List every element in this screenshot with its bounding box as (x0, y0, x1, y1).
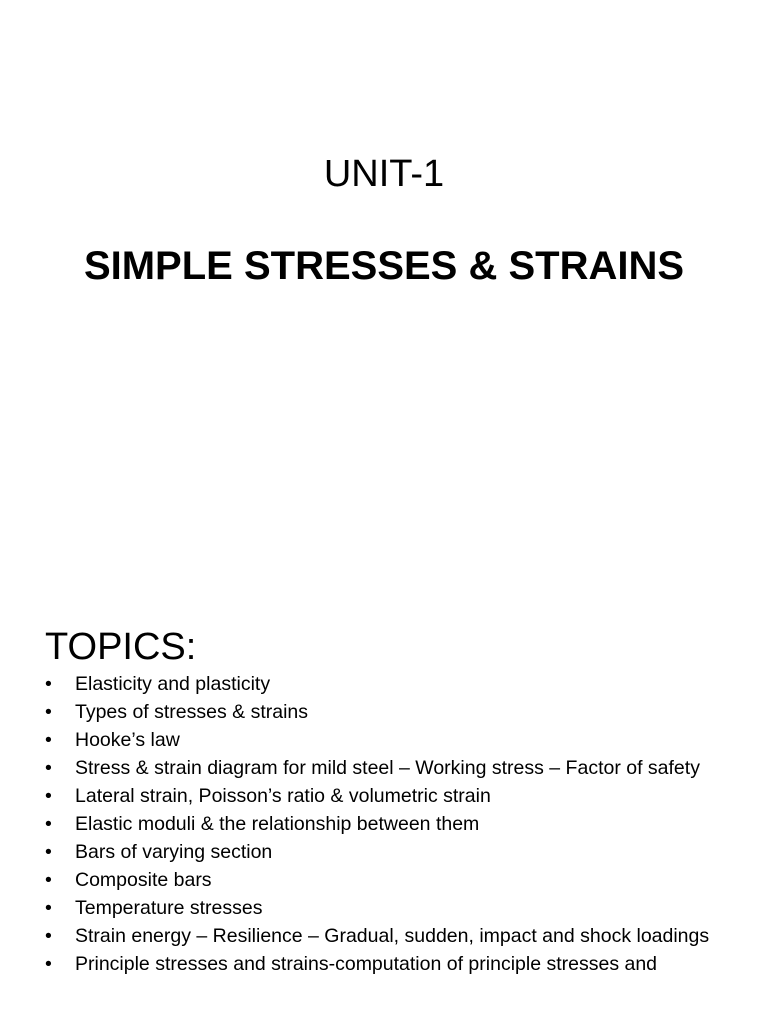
topics-list (45, 673, 735, 981)
list-item (45, 757, 735, 779)
list-item (45, 953, 735, 975)
topic-label: Hooke’s law (75, 729, 180, 751)
bullet-icon: • (45, 925, 52, 947)
topic-label: Lateral strain, Poisson’s ratio & volumetric strain (75, 785, 491, 807)
bullet-icon: • (45, 701, 52, 723)
list-item (45, 701, 735, 723)
bullet-icon: • (45, 813, 52, 835)
topic-label: Bars of varying section (75, 841, 273, 863)
list-item (45, 673, 735, 695)
topic-label: Elastic moduli & the relationship between them (75, 813, 480, 835)
list-item (45, 785, 735, 807)
bullet-icon: • (45, 729, 52, 751)
topic-label: Types of stresses & strains (75, 701, 309, 723)
bullet-icon: • (45, 757, 52, 779)
topics-heading: TOPICS: (45, 626, 197, 668)
topics-slide (0, 576, 768, 1024)
bullet-icon: • (45, 841, 52, 863)
list-item (45, 925, 735, 947)
topic-label: Composite bars (75, 869, 212, 891)
topic-label: Strain energy – Resilience – Gradual, sudden, impact and shock loadings (75, 925, 710, 947)
list-item (45, 897, 735, 919)
topic-label: Elasticity and plasticity (75, 673, 271, 695)
list-item (45, 869, 735, 891)
bullet-icon: • (45, 953, 52, 975)
unit-title: UNIT-1 (323, 153, 445, 195)
bullet-icon: • (45, 869, 52, 891)
topic-label: Temperature stresses (75, 897, 263, 919)
list-item (45, 729, 735, 751)
topic-label: Principle stresses and strains-computation of principle stresses and (75, 953, 658, 975)
list-item (45, 841, 735, 863)
topic-label: Stress & strain diagram for mild steel – Working stress – Factor of safety (75, 757, 700, 779)
list-item (45, 813, 735, 835)
bullet-icon: • (45, 897, 52, 919)
bullet-icon: • (45, 673, 52, 695)
bullet-icon: • (45, 785, 52, 807)
main-title: SIMPLE STRESSES & STRAINS (83, 244, 685, 288)
